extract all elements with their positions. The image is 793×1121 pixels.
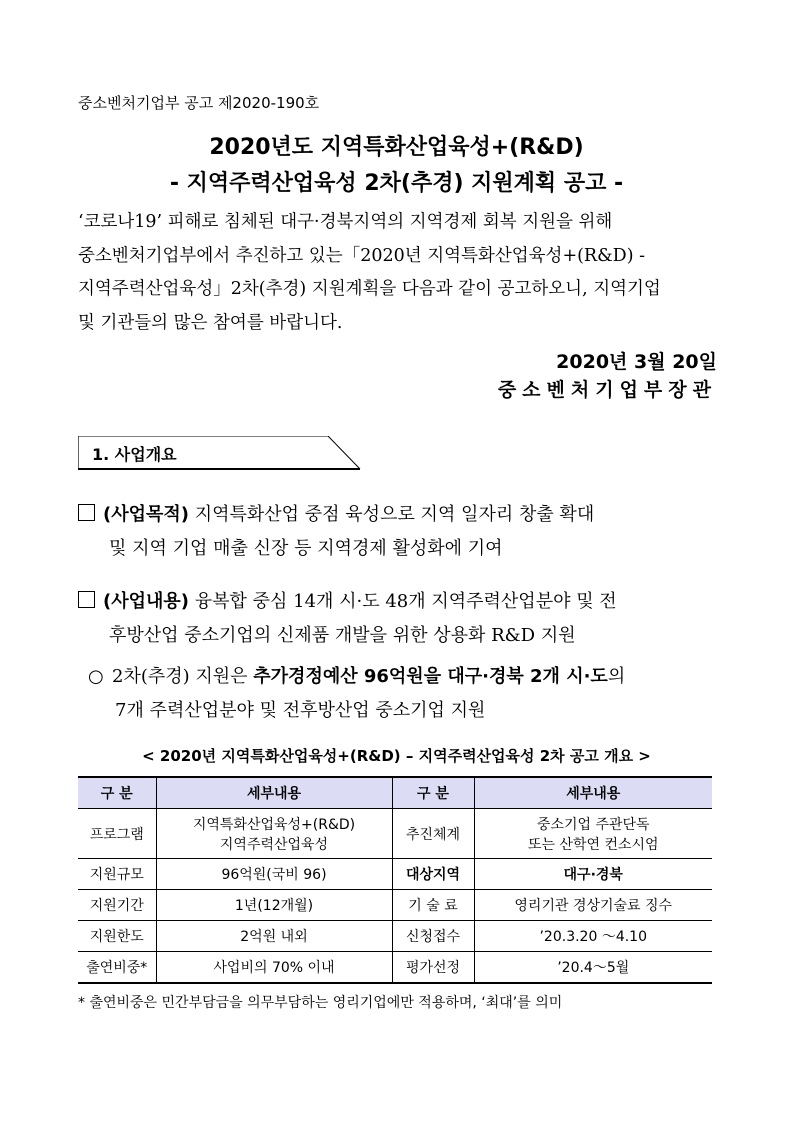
table-cell: 신청접수 xyxy=(392,921,474,952)
minister-signature: 중소벤처기업부장관 xyxy=(497,379,717,401)
content-text: 융복합 중심 14개 시·도 48개 지역주력산업분야 및 전 xyxy=(189,591,617,612)
table-footnote: * 출연비중은 민간부담금을 의무부담하는 영리기업에만 적용하며, ‘최대’를 의미 xyxy=(78,995,563,1011)
table-cell: 기 술 료 xyxy=(392,890,474,921)
table-cell: 1년(12개월) xyxy=(156,890,392,921)
intro-line: ‘코로나19’ 피해로 침체된 대구·경북지역의 지역경제 회복 지원을 위해 xyxy=(78,212,613,232)
intro-line: 중소벤처기업부에서 추진하고 있는「2020년 지역특화산업육성+(R&D) - xyxy=(78,245,646,266)
table-row xyxy=(78,952,712,984)
table-cell: 대구·경북 xyxy=(474,859,712,890)
page-subtitle: - 지역주력산업육성 2차(추경) 지원계획 공고 - xyxy=(169,171,624,196)
table-cell-line: 또는 산학연 컨소시엄 xyxy=(527,836,659,853)
table-cell: 평가선정 xyxy=(392,952,474,984)
table-header-cell: 세부내용 xyxy=(156,777,392,809)
page-title: 2020년도 지역특화산업육성+(R&D) xyxy=(209,135,584,160)
table-header-row xyxy=(78,777,712,809)
intro-line: 지역주력산업육성」2차(추경) 지원계획을 다음과 같이 공고하오니, 지역기업 xyxy=(78,279,661,299)
checkbox-square-icon xyxy=(78,504,95,521)
content-text-cont: 후방산업 중소기업의 신제품 개발을 위한 상용화 R&D 지원 xyxy=(109,625,576,646)
table-caption: < 2020년 지역특화산업육성+(R&D) – 지역주력산업육성 2차 공고 개요 > xyxy=(142,747,651,765)
table-cell: 96억원(국비 96) xyxy=(156,859,392,890)
sub-text-end: 의 xyxy=(607,666,626,687)
sub-text-cont: 7개 주력산업분야 및 전후방산업 중소기업 지원 xyxy=(115,700,486,721)
table-cell: 대상지역 xyxy=(392,859,474,890)
notice-number: 중소벤처기업부 공고 제2020-190호 xyxy=(78,94,320,112)
purpose-text-cont: 및 지역 기업 매출 신장 등 지역경제 활성화에 기여 xyxy=(109,538,503,559)
purpose-label: (사업목적) xyxy=(103,504,190,525)
table-cell: 출연비중* xyxy=(78,952,156,984)
overview-table xyxy=(78,776,712,984)
table-cell: 프로그램 xyxy=(78,809,156,859)
sub-emphasis: 추가경정예산 96억원을 대구·경북 2개 시·도 xyxy=(253,666,608,687)
table-cell: 사업비의 70% 이내 xyxy=(156,952,392,984)
table-cell xyxy=(156,809,392,859)
table-cell: ’20.3.20 ～4.10 xyxy=(474,921,712,952)
purpose-text: 지역특화산업 중점 육성으로 지역 일자리 창출 확대 xyxy=(189,504,595,525)
content-item xyxy=(78,585,718,653)
content-label: (사업내용) xyxy=(103,591,190,612)
table-cell: ’20.4～5월 xyxy=(474,952,712,984)
announcement-date: 2020년 3월 20일 xyxy=(556,351,717,373)
intro-paragraph xyxy=(78,206,718,340)
table-cell: 지원기간 xyxy=(78,890,156,921)
table-cell: 영리기관 경상기술료 징수 xyxy=(474,890,712,921)
purpose-item xyxy=(78,498,718,566)
intro-line: 및 기관들의 많은 참여를 바랍니다. xyxy=(78,312,343,333)
table-cell: 추진체계 xyxy=(392,809,474,859)
section-heading-label: 1. 사업개요 xyxy=(92,445,177,464)
table-row xyxy=(78,859,712,890)
table-header-cell: 구 분 xyxy=(392,777,474,809)
table-cell xyxy=(474,809,712,859)
checkbox-square-icon xyxy=(78,591,95,608)
table-cell: 2억원 내외 xyxy=(156,921,392,952)
sub-text: 2차(추경) 지원은 xyxy=(112,666,254,687)
sub-item xyxy=(88,660,718,728)
table-cell: 지원한도 xyxy=(78,921,156,952)
table-cell: 지원규모 xyxy=(78,859,156,890)
table-header-cell: 세부내용 xyxy=(474,777,712,809)
table-row xyxy=(78,809,712,859)
circle-bullet-icon: ○ xyxy=(88,666,104,687)
table-cell-line: 지역주력산업육성 xyxy=(219,836,329,853)
section-heading xyxy=(78,436,361,470)
table-header-cell: 구 분 xyxy=(78,777,156,809)
table-cell-line: 중소기업 주관단독 xyxy=(536,816,650,833)
table-row xyxy=(78,890,712,921)
table-row xyxy=(78,921,712,952)
table-cell-line: 지역특화산업육성+(R&D) xyxy=(192,816,356,833)
